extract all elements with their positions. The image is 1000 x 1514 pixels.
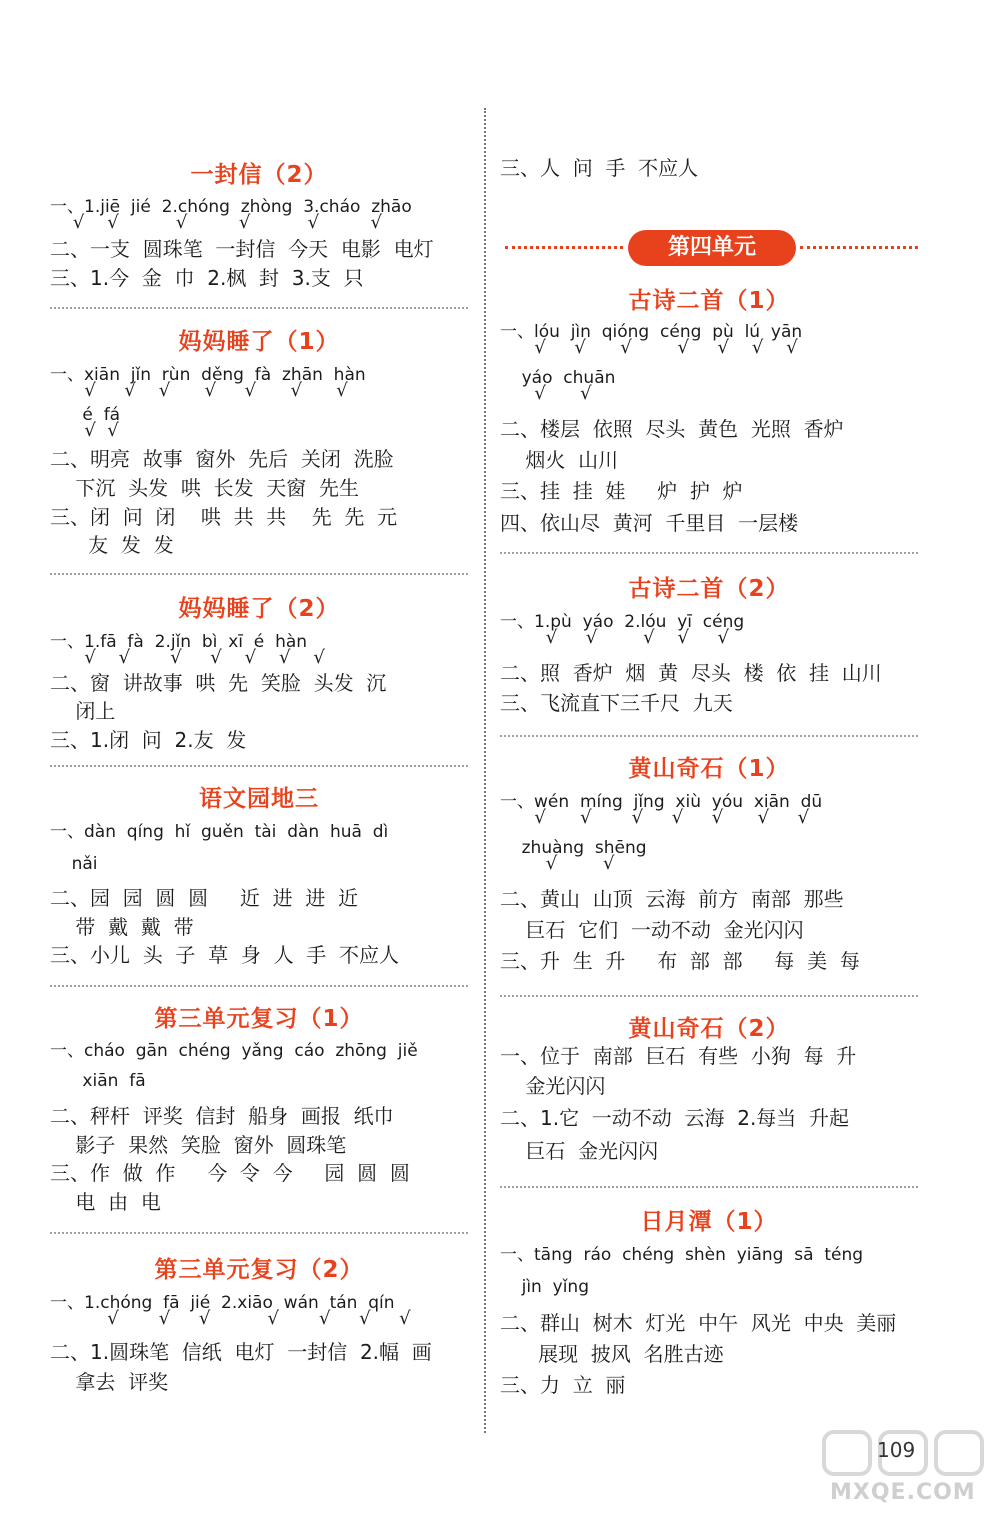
answer-line: 一、cháo gān chéng yǎng cáo zhōng jiě — [50, 1041, 418, 1061]
answer-line: nǎi — [50, 854, 98, 874]
section-title: 黄山奇石（2） — [628, 1016, 790, 1042]
answer-line: jìn yǐng — [500, 1277, 589, 1297]
check-marks: √ √ √ √ √ √ √ — [50, 647, 325, 668]
section-title: 妈妈睡了（2） — [178, 596, 340, 622]
answer-line: 三、挂 挂 娃 炉 护 炉 — [500, 479, 743, 503]
answer-line: zhuàng shēng — [500, 838, 647, 858]
section-divider — [500, 552, 918, 554]
answer-line: 闭上 — [50, 699, 116, 723]
answer-line: 二、窗 讲故事 哄 先 笑脸 头发 沉 — [50, 671, 387, 695]
section-title: 语文园地三 — [199, 786, 319, 812]
answer-line: 一、tāng ráo chéng shèn yiāng sā téng — [500, 1245, 864, 1265]
check-marks: √ √ — [50, 420, 119, 441]
answer-line: 三、小儿 头 子 草 身 人 手 不应人 — [50, 943, 400, 967]
answer-line: 金光闪闪 — [500, 1074, 606, 1098]
answer-line: 二、群山 树木 灯光 中午 风光 中央 美丽 — [500, 1311, 897, 1335]
check-marks: √ √ √ √ √ √ √ — [50, 1308, 411, 1329]
answer-line: 一、xiān jǐn rùn děng fà zhān hàn — [50, 365, 366, 385]
answer-line: 二、秤杆 评奖 信封 船身 画报 纸巾 — [50, 1104, 394, 1128]
page-number: 109 — [877, 1438, 916, 1462]
answer-line: é fá — [50, 405, 121, 425]
answer-line: 二、楼层 依照 尽头 黄色 光照 香炉 — [500, 417, 844, 441]
answer-line: 三、1.闭 问 2.友 发 — [50, 728, 247, 752]
answer-line: 二、园 园 圆 圆 近 进 进 近 — [50, 886, 359, 910]
section-title: 一封信（2） — [190, 162, 328, 188]
answer-line: 一、位于 南部 巨石 有些 小狗 每 升 — [500, 1044, 857, 1068]
section-title: 第三单元复习（1） — [154, 1006, 364, 1032]
answer-line: xiān fā — [50, 1071, 146, 1091]
answer-line: 一、wén míng jǐng xiù yóu xiān dū — [500, 792, 823, 812]
answer-line: 四、依山尽 黄河 千里目 一层楼 — [500, 511, 799, 535]
banner-dots-right — [800, 246, 918, 249]
answer-line: 影子 果然 笑脸 窗外 圆珠笔 — [50, 1133, 347, 1157]
section-title: 日月潭（1） — [640, 1209, 778, 1235]
answer-line: 一、1.fā fà 2.jǐn bì xī é hàn — [50, 632, 308, 652]
section-divider — [50, 765, 468, 767]
section-divider — [500, 995, 918, 997]
section-divider — [50, 1232, 468, 1234]
section-divider — [50, 985, 468, 987]
answer-line: 一、1.pù yáo 2.lóu yī céng — [500, 612, 745, 632]
answer-line: 三、飞流直下三千尺 九天 — [500, 691, 733, 715]
answer-line: yáo chuān — [500, 368, 616, 388]
answer-line: 巨石 金光闪闪 — [500, 1139, 659, 1163]
check-marks: √ √ √ √ √ √ √ — [500, 337, 798, 358]
section-title: 古诗二首（2） — [628, 576, 790, 602]
answer-line: 展现 披风 名胜古迹 — [500, 1342, 724, 1366]
banner-dots-left — [505, 246, 623, 249]
section-divider — [500, 735, 918, 737]
answer-line: 三、力 立 丽 — [500, 1373, 626, 1397]
section-title: 古诗二首（1） — [628, 288, 790, 314]
check-marks: √ √ √ √ √ — [500, 627, 729, 648]
answer-line: 二、照 香炉 烟 黄 尽头 楼 依 挂 山川 — [500, 661, 882, 685]
answer-line: 电 由 电 — [50, 1190, 161, 1214]
answer-line: 带 戴 戴 带 — [50, 915, 194, 939]
answer-line: 三、升 生 升 布 部 部 每 美 每 — [500, 949, 860, 973]
answer-line: 一、dàn qíng hǐ guěn tài dàn huā dì — [50, 822, 389, 842]
answer-line: 拿去 评奖 — [50, 1370, 169, 1394]
answer-line: 三、1.今 金 巾 2.枫 封 3.支 只 — [50, 266, 364, 290]
check-marks: √ √ √ √ √ √ — [50, 212, 383, 233]
check-marks: √ √ √ √ √ √ √ — [50, 380, 348, 401]
watermark-text: MXQE.COM — [830, 1480, 976, 1505]
check-marks: √ √ — [500, 383, 592, 404]
answer-line: 二、黄山 山顶 云海 前方 南部 那些 — [500, 887, 844, 911]
check-marks: √ √ √ √ √ √ √ — [500, 807, 810, 828]
section-divider — [50, 307, 468, 309]
check-marks: √ √ — [500, 853, 615, 874]
section-title: 妈妈睡了（1） — [178, 329, 340, 355]
section-divider — [50, 573, 468, 575]
answer-line: 三、闭 问 闭 哄 共 共 先 先 元 — [50, 505, 398, 529]
unit-banner: 第四单元 — [628, 230, 796, 266]
column-divider — [484, 108, 486, 1433]
answer-line: 烟火 山川 — [500, 448, 619, 472]
answer-line: 巨石 它们 一动不动 金光闪闪 — [500, 918, 804, 942]
answer-line: 二、1.它 一动不动 云海 2.每当 升起 — [500, 1106, 850, 1130]
answer-line: 友 发 发 — [50, 533, 174, 557]
answer-line: 三、作 做 作 今 令 今 园 圆 圆 — [50, 1161, 410, 1185]
answer-line: 下沉 头发 哄 长发 天窗 先生 — [50, 476, 360, 500]
answer-line: 一、lóu jìn qióng céng pù lú yān — [500, 322, 803, 342]
section-divider — [500, 1186, 918, 1188]
answer-line: 三、人 问 手 不应人 — [500, 156, 699, 180]
answer-line: 二、明亮 故事 窗外 先后 关闭 洗脸 — [50, 447, 394, 471]
answer-line: 二、一支 圆珠笔 一封信 今天 电影 电灯 — [50, 237, 434, 261]
section-title: 第三单元复习（2） — [154, 1257, 364, 1283]
answer-line: 二、1.圆珠笔 信纸 电灯 一封信 2.幅 画 — [50, 1340, 432, 1364]
section-title: 黄山奇石（1） — [628, 756, 790, 782]
answer-line: 一、1.jiē jié 2.chóng zhòng 3.cháo zhāo — [50, 197, 412, 217]
answer-line: 一、1.chóng fā jié 2.xiāo wán tán qín — [50, 1293, 395, 1313]
